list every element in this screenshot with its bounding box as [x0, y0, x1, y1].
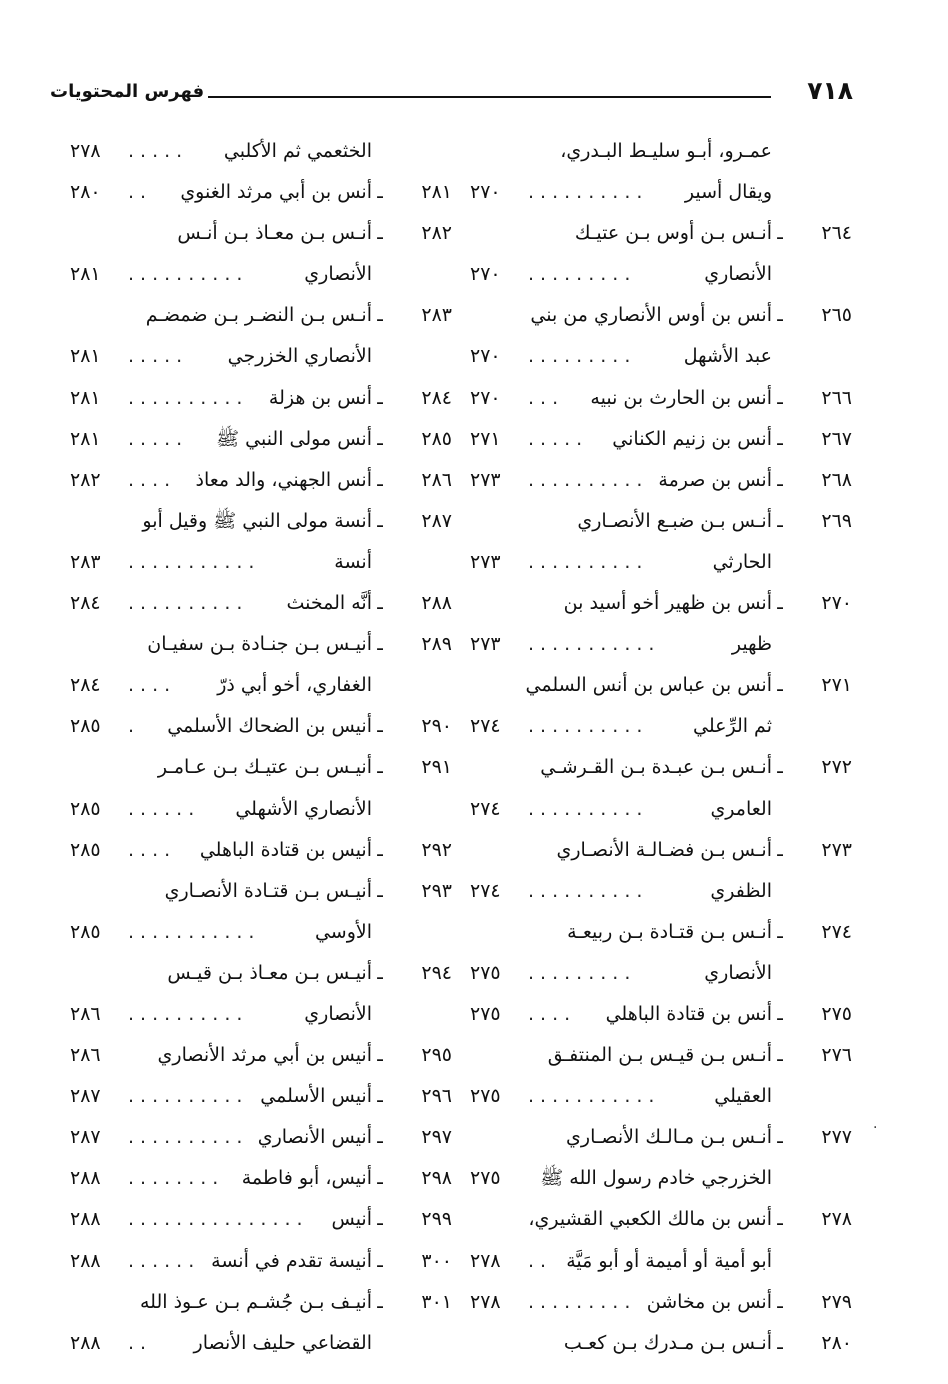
page-reference: ٢٨١ — [70, 345, 101, 368]
entry-title: الأوسي — [314, 920, 372, 943]
entry-title: العقيلي — [714, 1085, 772, 1108]
index-entry — [70, 624, 452, 665]
entry-title: أنـس بـن فضـالـة الأنصـاري — [556, 838, 772, 861]
page-reference: ٢٨٥ — [70, 715, 101, 738]
entry-title: أنـس بـن ضبـع الأنصـاري — [577, 509, 772, 532]
entry-title: الأنصاري الأشهلي — [235, 797, 372, 820]
index-entry — [70, 172, 452, 213]
page-reference: ٢٨٥ — [70, 920, 101, 943]
entry-title: أنس بن ظهير أخو أسيد بن — [563, 592, 772, 615]
entry-separator: ـ — [777, 427, 783, 450]
entry-number: ٢٩٧ — [421, 1126, 452, 1149]
entry-number: ٣٠١ — [421, 1290, 452, 1313]
index-entry — [70, 706, 452, 747]
index-entry — [70, 460, 452, 501]
page-reference: ٢٨٨ — [70, 1331, 101, 1354]
leader-dots: ..... — [128, 427, 189, 450]
entry-number: ٢٦٩ — [821, 509, 852, 532]
entry-number: ٢٧٨ — [821, 1208, 852, 1231]
index-entry — [70, 378, 452, 419]
entry-number: ٢٩٥ — [421, 1044, 452, 1067]
page-reference: ٢٨٨ — [70, 1249, 101, 1272]
entry-title: العامري — [710, 797, 772, 820]
index-entry — [70, 912, 452, 953]
entry-title: أنس بن عباس بن أنس السلمي — [525, 674, 772, 697]
entry-separator: ـ — [777, 1126, 783, 1149]
leader-dots: ..... — [128, 345, 189, 368]
entry-title: الغفاري، أخو أبي ذرّ — [217, 674, 372, 697]
entry-number: ٢٩٩ — [421, 1208, 452, 1231]
leader-dots: .......... — [128, 1126, 249, 1149]
page-reference: ٢٧١ — [470, 427, 501, 450]
entry-separator: ـ — [377, 304, 383, 327]
entry-number: ٢٨٤ — [421, 386, 452, 409]
entry-separator: ـ — [377, 222, 383, 245]
entry-title: أنس بن صرمة — [658, 468, 772, 491]
entry-title: أنيس بن أبي مرثد الأنصاري — [157, 1044, 372, 1067]
entry-title: أنس بن أبي مرثد الغنوي — [180, 181, 372, 204]
entry-title: أنـس بـن معـاذ بـن أنـس — [177, 222, 372, 245]
index-entry — [470, 501, 852, 542]
leader-dots: ............... — [128, 1208, 309, 1231]
index-entry — [70, 665, 452, 706]
leader-dots: .......... — [128, 1085, 249, 1108]
entry-number: ٢٨٢ — [421, 222, 452, 245]
index-entry — [470, 1158, 852, 1199]
entry-number: ٢٨٣ — [421, 304, 452, 327]
entry-separator: ـ — [777, 1331, 783, 1354]
entry-separator: ـ — [777, 304, 783, 327]
index-entry — [470, 336, 852, 377]
leader-dots: .......... — [128, 592, 249, 615]
page-reference: ٢٧٠ — [470, 345, 501, 368]
entry-separator: ـ — [377, 1249, 383, 1272]
index-entry — [470, 789, 852, 830]
leader-dots: .......... — [528, 879, 649, 902]
index-entry — [70, 1035, 452, 1076]
entry-title: أنيس الأسلمي — [260, 1085, 372, 1108]
index-entry — [470, 295, 852, 336]
leader-dots: ......... — [528, 1290, 637, 1313]
page-reference: ٢٨٨ — [70, 1167, 101, 1190]
page-reference: ٢٨٥ — [70, 838, 101, 861]
leader-dots: ........... — [128, 550, 261, 573]
page-reference: ٢٨٨ — [70, 1208, 101, 1231]
page-reference: ٢٧٨ — [70, 140, 101, 162]
page-reference: ٢٨٤ — [70, 592, 101, 615]
page-reference: ٢٧٣ — [470, 550, 501, 573]
page-reference: ٢٨٣ — [70, 550, 101, 573]
margin-mark: · — [873, 1120, 878, 1136]
entry-title: أنـس بـن النضـر بـن ضمضـم — [145, 304, 372, 327]
entry-number: ٢٧٣ — [821, 838, 852, 861]
leader-dots: .......... — [528, 468, 649, 491]
leader-dots: .... — [128, 468, 177, 491]
page-reference: ٢٧٥ — [470, 1167, 501, 1190]
entry-separator: ـ — [377, 427, 383, 450]
index-entry — [470, 830, 852, 871]
entry-number: ٢٦٦ — [821, 386, 852, 409]
entry-title: أنس بن زنيم الكناني — [612, 427, 772, 450]
index-entry — [70, 336, 452, 377]
entry-separator: ـ — [777, 756, 783, 779]
index-entry — [70, 583, 452, 624]
page-header — [50, 76, 853, 106]
entry-number: ٢٦٤ — [821, 222, 852, 245]
page-reference: ٢٨٧ — [70, 1126, 101, 1149]
page-reference: ٢٧٠ — [470, 181, 501, 204]
index-entry — [70, 953, 452, 994]
index-entry — [470, 1323, 852, 1364]
entry-separator: ـ — [777, 592, 783, 615]
entry-separator: ـ — [777, 674, 783, 697]
entry-number: ٢٨١ — [421, 181, 452, 204]
page-reference: ٢٧٤ — [470, 797, 501, 820]
entry-title: الأنصاري — [304, 263, 372, 286]
entry-title: عمـرو، أبـو سليـط البـدري، — [560, 140, 772, 162]
leader-dots: ........... — [128, 920, 261, 943]
entry-title: أنس بن أوس الأنصاري من بني — [530, 304, 772, 327]
index-entry — [70, 1076, 452, 1117]
entry-separator: ـ — [377, 838, 383, 861]
entry-number: ٣٠٠ — [421, 1249, 452, 1272]
entry-number: ٢٩٤ — [421, 961, 452, 984]
entry-title: ويقال أسير — [684, 181, 772, 204]
entry-title: أنس الجهني، والد معاذ — [195, 468, 372, 491]
entry-title: أنيـس بـن جنـادة بـن سفيـان — [147, 633, 372, 656]
entry-number: ٢٦٥ — [821, 304, 852, 327]
page-reference: ٢٧٨ — [470, 1249, 501, 1272]
page-reference: ٢٧٤ — [470, 879, 501, 902]
entry-title: أنيس — [331, 1208, 372, 1231]
leader-dots: .... — [128, 838, 177, 861]
index-entry — [470, 460, 852, 501]
entry-number: ٢٨٦ — [421, 468, 452, 491]
entry-number: ٢٨٥ — [421, 427, 452, 450]
entry-number: ٢٩٠ — [421, 715, 452, 738]
index-entry — [70, 871, 452, 912]
index-entry — [70, 542, 452, 583]
page-reference: ٢٨١ — [70, 263, 101, 286]
leader-dots: .. — [128, 181, 153, 204]
leader-dots: .......... — [128, 1002, 249, 1025]
page-reference: ٢٨١ — [70, 386, 101, 409]
entry-separator: ـ — [377, 756, 383, 779]
index-entry — [70, 1323, 452, 1364]
index-entry — [470, 994, 852, 1035]
entry-title: أنيـس بـن قتـادة الأنصـاري — [164, 879, 372, 902]
leader-dots: ........... — [528, 1085, 661, 1108]
page-number: ٧١٨ — [807, 76, 853, 105]
entry-separator: ـ — [377, 468, 383, 491]
leader-dots: ..... — [128, 140, 189, 162]
leader-dots: .......... — [128, 386, 249, 409]
entry-separator: ـ — [377, 715, 383, 738]
index-entry — [470, 665, 852, 706]
page-reference: ٢٧٥ — [470, 1002, 501, 1025]
entry-separator: ـ — [377, 633, 383, 656]
page-reference: ٢٨٤ — [70, 674, 101, 697]
leader-dots: ..... — [528, 427, 589, 450]
entry-number: ٢٦٨ — [821, 468, 852, 491]
entry-title: أنيـس بـن عتيـك بـن عـامـر — [157, 756, 372, 779]
leader-dots: .......... — [528, 550, 649, 573]
page-reference: ٢٨٥ — [70, 797, 101, 820]
index-entry — [70, 1282, 452, 1323]
index-entry — [70, 789, 452, 830]
page-reference: ٢٧٨ — [470, 1290, 501, 1313]
index-entry — [470, 1076, 852, 1117]
entry-title: أنس بن الحارث بن نبيه — [590, 386, 772, 409]
leader-dots: ......... — [528, 961, 637, 984]
entry-title: الأنصاري — [704, 263, 772, 286]
leader-dots: .. — [528, 1249, 553, 1272]
leader-dots: ........... — [528, 633, 661, 656]
entry-title: الخثعمي ثم الأكلبي — [223, 140, 372, 162]
entry-title: أنس مولى النبي ﷺ — [216, 427, 372, 450]
index-entry — [470, 1241, 852, 1282]
index-entry — [470, 583, 852, 624]
leader-dots: .. — [128, 1331, 153, 1354]
entry-title: أنس بن مخاشن — [646, 1290, 772, 1313]
entry-separator: ـ — [377, 1085, 383, 1108]
page-reference: ٢٧٠ — [470, 263, 501, 286]
entry-title: أنيس الأنصاري — [257, 1126, 372, 1149]
index-entry — [470, 254, 852, 295]
entry-title: أنيس، أبو فاطمة — [241, 1167, 372, 1190]
index-entry — [470, 1282, 852, 1323]
entry-separator: ـ — [777, 1290, 783, 1313]
index-entry — [470, 1117, 852, 1158]
leader-dots: .... — [128, 674, 177, 697]
index-entry — [470, 172, 852, 213]
entry-number: ٢٧٩ — [821, 1290, 852, 1313]
entry-title: الأنصاري — [704, 961, 772, 984]
page-reference: ٢٧٥ — [470, 1085, 501, 1108]
entry-title: الخزرجي خادم رسول الله ﷺ — [540, 1167, 772, 1190]
entry-separator: ـ — [377, 879, 383, 902]
entry-number: ٢٨٩ — [421, 633, 452, 656]
entry-title: أنس بن هزلة — [268, 386, 372, 409]
entry-title: أنسة — [334, 550, 372, 573]
page-reference: ٢٧٠ — [470, 386, 501, 409]
entry-separator: ـ — [377, 1208, 383, 1231]
page-reference: ٢٧٣ — [470, 633, 501, 656]
index-entry — [70, 1241, 452, 1282]
entry-number: ٢٧٢ — [821, 756, 852, 779]
entry-separator: ـ — [777, 386, 783, 409]
index-entry — [70, 747, 452, 788]
entry-title: أنيس بن الضحاك الأسلمي — [167, 715, 372, 738]
index-entry — [470, 378, 852, 419]
index-entry — [470, 419, 852, 460]
leader-dots: .......... — [528, 181, 649, 204]
entry-number: ٢٩٢ — [421, 838, 452, 861]
entry-number: ٢٧٦ — [821, 1044, 852, 1067]
entry-number: ٢٩١ — [421, 756, 452, 779]
index-entry — [470, 912, 852, 953]
leader-dots: ......... — [528, 263, 637, 286]
entry-title: الأنصاري — [304, 1002, 372, 1025]
leader-dots: ........ — [128, 1167, 225, 1190]
entry-separator: ـ — [777, 222, 783, 245]
page-reference: ٢٨٧ — [70, 1085, 101, 1108]
index-entry — [470, 624, 852, 665]
page-reference: ٢٨٦ — [70, 1044, 101, 1067]
index-entry — [70, 830, 452, 871]
index-entry — [470, 1035, 852, 1076]
leader-dots: .......... — [128, 263, 249, 286]
running-title: فهرس المحتويات — [50, 81, 205, 102]
entry-separator: ـ — [377, 386, 383, 409]
entry-title: عبد الأشهل — [683, 345, 772, 368]
leader-dots: ... — [528, 386, 565, 409]
entry-title: أنَّه المخنث — [286, 592, 372, 615]
entry-number: ٢٩٦ — [421, 1085, 452, 1108]
index-entry — [70, 1199, 452, 1240]
page-reference: ٢٨٠ — [70, 181, 101, 204]
leader-dots: ...... — [128, 1249, 201, 1272]
entry-number: ٢٨٨ — [421, 592, 452, 615]
index-column-right — [470, 131, 852, 1364]
index-entry — [470, 213, 852, 254]
entry-separator: ـ — [377, 509, 383, 532]
entry-separator: ـ — [777, 1208, 783, 1231]
page-reference: ٢٧٣ — [470, 468, 501, 491]
index-entry — [470, 747, 852, 788]
index-entry — [470, 706, 852, 747]
index-entry — [70, 131, 452, 172]
entry-separator: ـ — [777, 509, 783, 532]
entry-separator: ـ — [777, 468, 783, 491]
leader-dots: . — [128, 715, 141, 738]
entry-number: ٢٧٠ — [821, 592, 852, 615]
entry-separator: ـ — [777, 1002, 783, 1025]
entry-number: ٢٧٧ — [821, 1126, 852, 1149]
page-reference: ٢٧٤ — [470, 715, 501, 738]
entry-title: أنسة مولى النبي ﷺ وقيل أبو — [142, 509, 372, 532]
entry-number: ٢٨٠ — [821, 1331, 852, 1354]
leader-dots: ......... — [528, 345, 637, 368]
entry-number: ٢٨٧ — [421, 509, 452, 532]
entry-separator: ـ — [777, 1044, 783, 1067]
entry-number: ٢٩٣ — [421, 879, 452, 902]
index-entry — [470, 1199, 852, 1240]
index-entry — [70, 295, 452, 336]
index-column-left — [70, 131, 452, 1364]
entry-title: أنـس بـن عبـدة بـن القـرشـي — [540, 756, 772, 779]
entry-title: أنـس بـن مـالـك الأنصـاري — [566, 1126, 772, 1149]
entry-separator: ـ — [377, 1167, 383, 1190]
index-entry — [470, 542, 852, 583]
index-entry — [70, 213, 452, 254]
entry-number: ٢٦٧ — [821, 427, 852, 450]
page-reference: ٢٧٥ — [470, 961, 501, 984]
entry-title: أنيـس بـن معـاذ بـن قيـس — [167, 961, 372, 984]
page-reference: ٢٨٦ — [70, 1002, 101, 1025]
entry-separator: ـ — [377, 1126, 383, 1149]
entry-number: ٢٧٤ — [821, 920, 852, 943]
entry-title: أنيـف بـن جُشـم بـن عـوذ الله — [140, 1290, 372, 1313]
entry-title: أنيس بن قتادة الباهلي — [199, 838, 372, 861]
entry-title: أنيسة تقدم في أنسة — [211, 1249, 372, 1272]
index-entry — [70, 501, 452, 542]
leader-dots: .......... — [528, 715, 649, 738]
entry-title: أنـس بـن قيـس بـن المنتفـق — [547, 1044, 772, 1067]
index-entry — [70, 1117, 452, 1158]
entry-title: الحارثي — [712, 550, 772, 573]
header-rule — [208, 96, 771, 98]
entry-separator: ـ — [377, 1290, 383, 1313]
page-reference: ٢٨٢ — [70, 468, 101, 491]
entry-number: ٢٧١ — [821, 674, 852, 697]
entry-title: القضاعي حليف الأنصار — [193, 1331, 372, 1354]
entry-separator: ـ — [377, 181, 383, 204]
entry-separator: ـ — [777, 920, 783, 943]
entry-title: أبو أمية أو أميمة أو أبو مَيَّة — [566, 1249, 772, 1272]
index-entry — [470, 871, 852, 912]
index-entry — [70, 419, 452, 460]
entry-separator: ـ — [377, 592, 383, 615]
entry-separator: ـ — [377, 1044, 383, 1067]
index-entry — [470, 131, 852, 172]
entry-title: الظفري — [710, 879, 772, 902]
index-entry — [70, 254, 452, 295]
entry-title: ثم الرِّعلي — [693, 715, 772, 738]
entry-title: أنـس بـن أوس بـن عتيـك — [574, 222, 772, 245]
index-entry — [70, 1158, 452, 1199]
leader-dots: .......... — [528, 797, 649, 820]
index-entry — [70, 994, 452, 1035]
entry-title: أنـس بـن مـدرك بـن كعـب — [563, 1331, 772, 1354]
entry-separator: ـ — [777, 838, 783, 861]
entry-title: ظهير — [731, 633, 772, 656]
entry-title: الأنصاري الخزرجي — [227, 345, 372, 368]
leader-dots: .... — [528, 1002, 577, 1025]
entry-title: أنس بن قتادة الباهلي — [605, 1002, 772, 1025]
index-entry — [470, 953, 852, 994]
leader-dots: ...... — [128, 797, 201, 820]
entry-separator: ـ — [377, 961, 383, 984]
entry-number: ٢٧٥ — [821, 1002, 852, 1025]
entry-title: أنـس بـن قتـادة بـن ربيعـة — [567, 920, 772, 943]
page-reference: ٢٨١ — [70, 427, 101, 450]
entry-title: أنس بن مالك الكعبي القشيري، — [528, 1208, 772, 1231]
entry-number: ٢٩٨ — [421, 1167, 452, 1190]
